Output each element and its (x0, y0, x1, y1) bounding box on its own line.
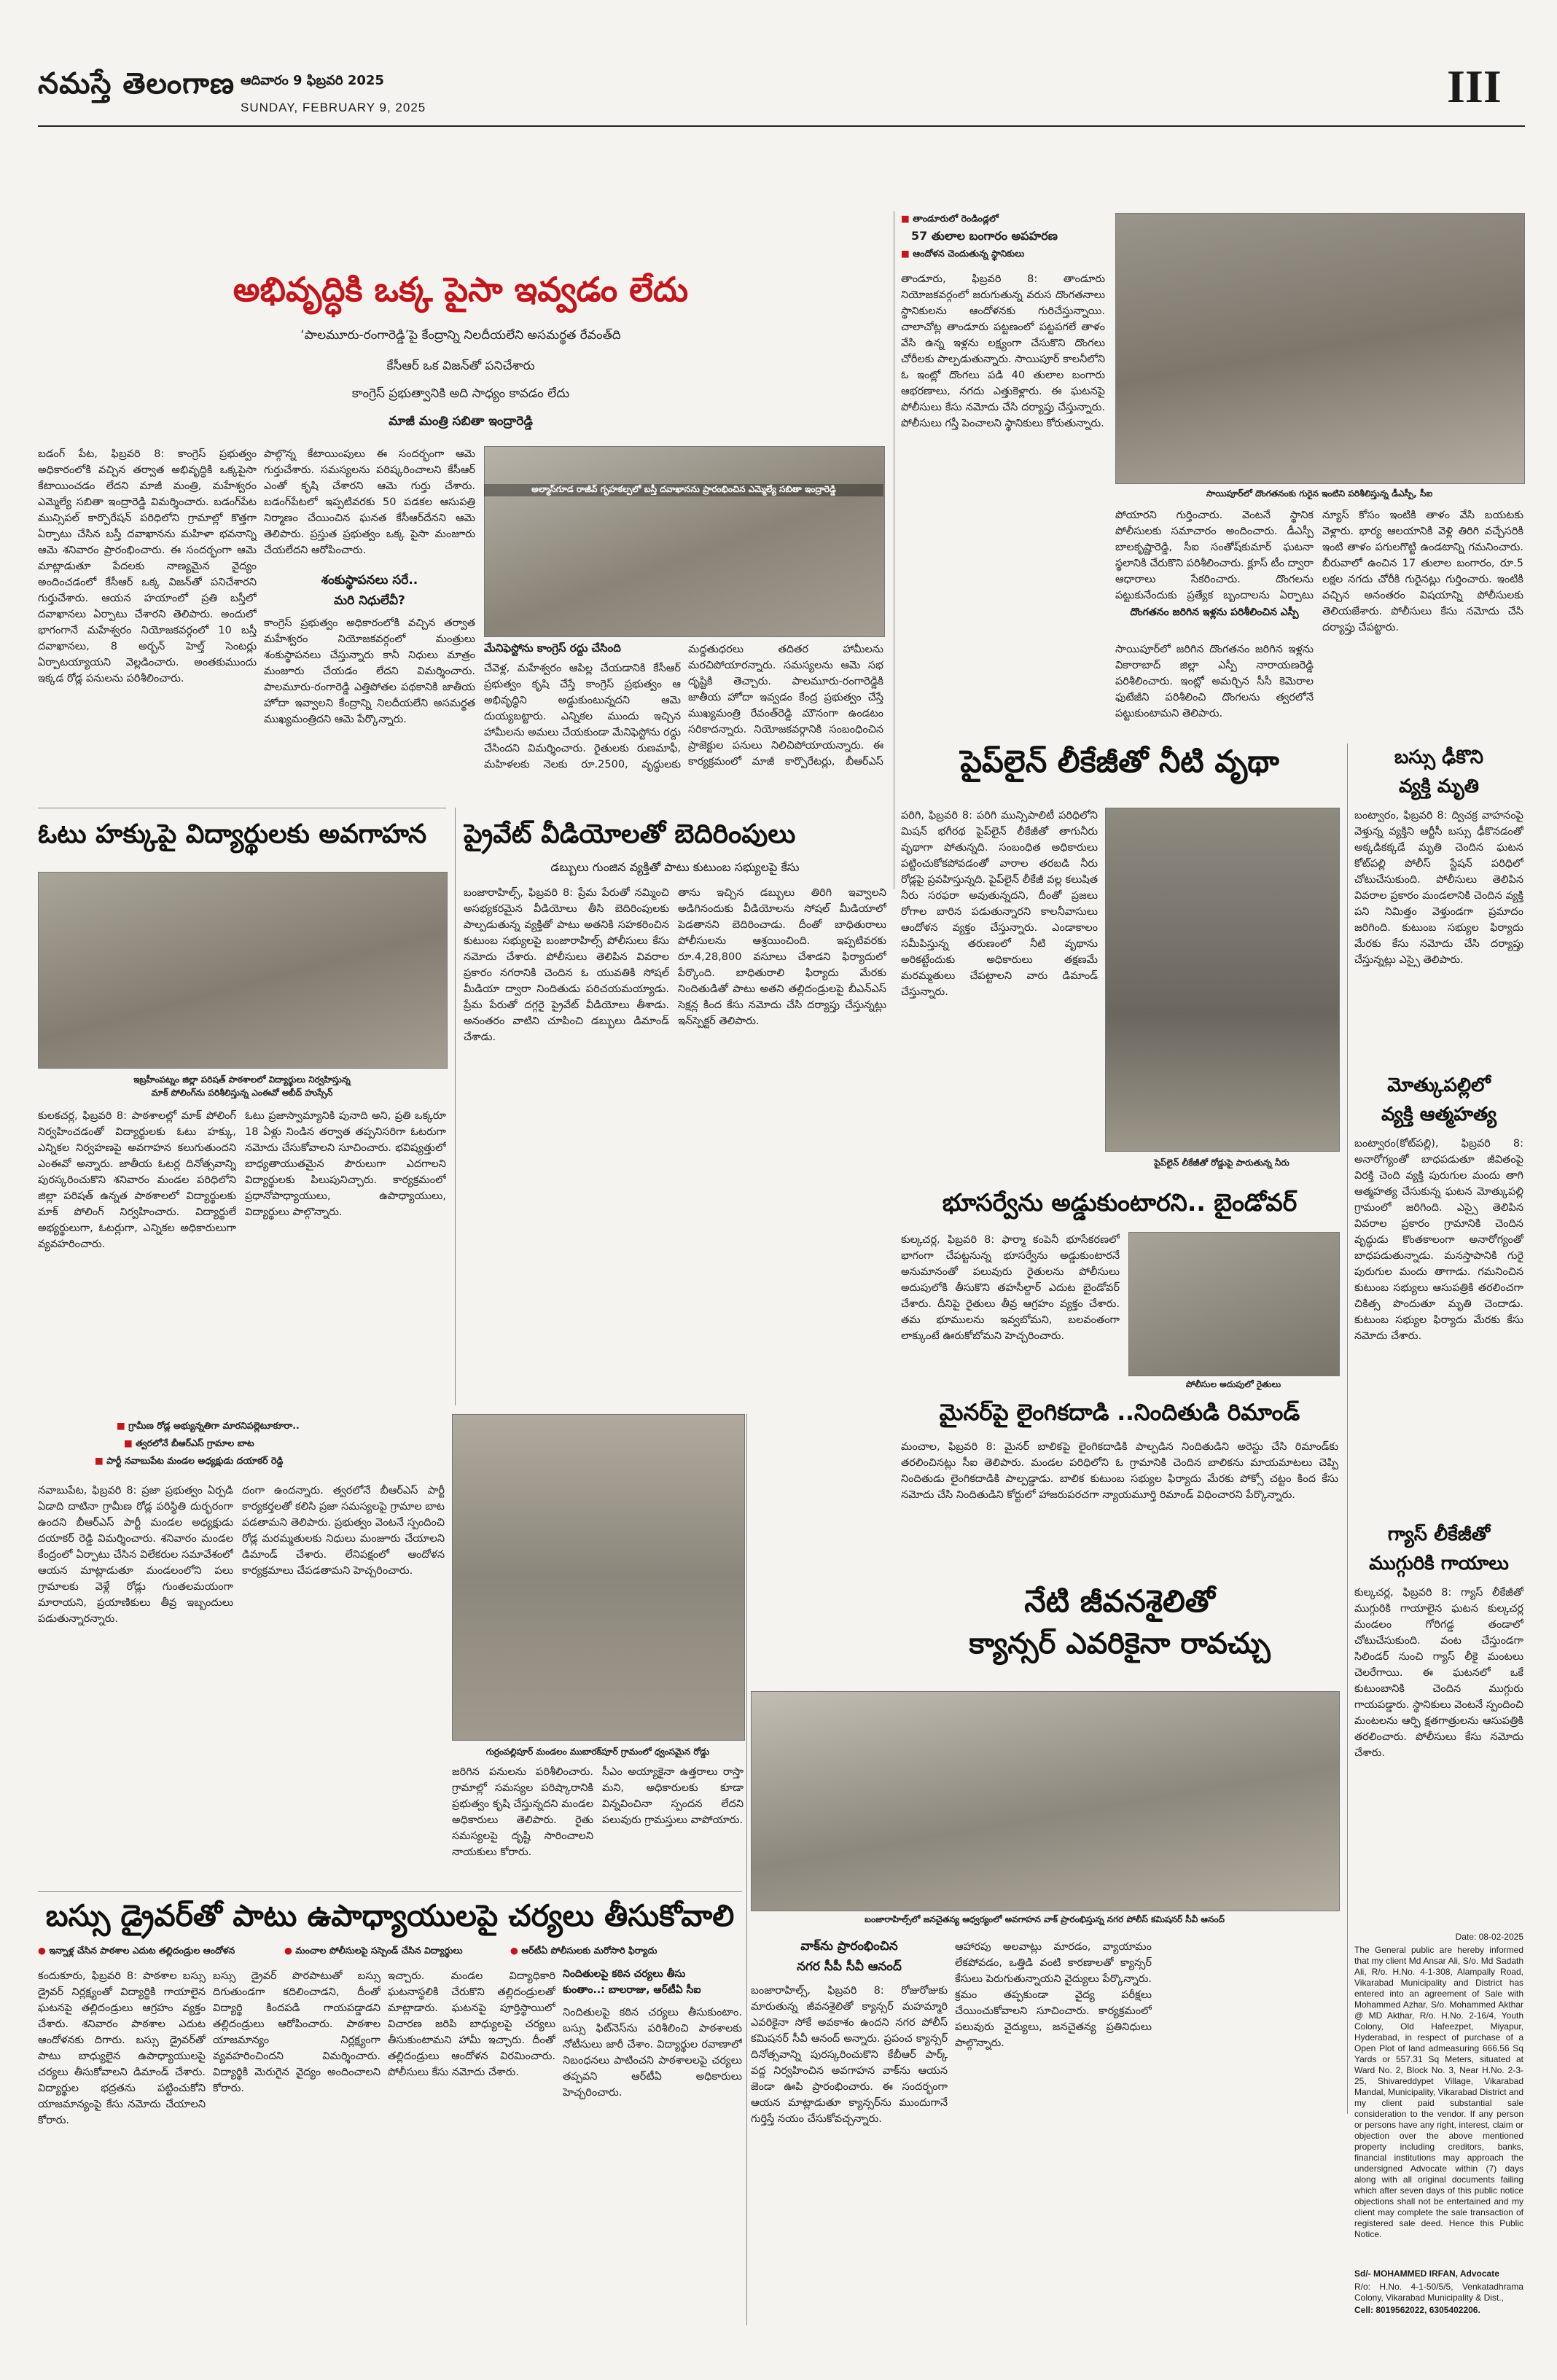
story12-photo-caption: గుర్రంపల్లిపూర్ మండలం ముబారక్‌పూర్ గ్రామంలో ధ్వంసమైన రోడ్డు (485, 1747, 710, 1757)
story2-column-1: తాండూరు, ఫిబ్రవరి 8: తాండూరు నియోజకవర్గంలో జరుగుతున్న వరుస దొంగతనాలు స్థానికులను ఆందోళనకు గురిచేస్తున్నాయి. చాలాచోట్ల తాండూరు పట్టణంలో పట్టపగలే తాళం వేసి ఉన్న ఇళ్లను లక్ష్యంగా చేసుకొని దొంగలు చోరీలకు పాల్పడుతున్నారు. సాయిపూర్ కాలనీలోని ఓ ఇంట్లో దొంగలు పడి 40 తులాల బంగారు ఆభరణాలు, నగదు ఎత్తుకెళ్లారు. ఈ ఘటనపై పోలీసులు కేసు నమోదు చేసి దర్యాప్తు చేస్తున్నారు. పోలీసులు గస్తీ పెంచాలని స్థానికులు కోరుతున్నారు. (901, 273, 1105, 429)
story2-kicker-3: ■ ఆందోళన చెందుతున్న స్థానికులు (901, 248, 1193, 262)
story6-photo-caption: బంజారాహిల్స్‌లో జనచైతన్య ఆధ్వర్యంలో అవగాహన వాక్ ప్రారంభిస్తున్న నగర పోలీస్ కమిషనర్ సీవీ ఆనంద్ (865, 1914, 1225, 1924)
story12-kicker-3: ■ పార్టీ నవాబుపేట మండల అధ్యక్షుడు దయాకర్ రెడ్డి (95, 1455, 474, 1469)
story3-photo (1105, 808, 1340, 1152)
story1-photo (484, 446, 885, 637)
story1-subhead-2: మరి నిధులేవీ? (334, 593, 405, 608)
story12-kicker-2: ■ త్వరలోనే బీఆర్ఎస్ గ్రామాల బాట (124, 1437, 488, 1451)
story11-column-1: బంజారాహిల్స్, ఫిబ్రవరి 8: ప్రేమ పేరుతో నమ్మించి అసభ్యకరమైన వీడియోలు తీసి బెదిరింపులకు పాల్పడుతున్న వ్యక్తితో పాటు అతనికి సహకరించిన కుటుంబ సభ్యులపై బంజారాహిల్స్ పోలీసులు కేసు నమోదు చేశారు. పోలీసులు తెలిపిన వివరాల ప్రకారం నగరానికి చెందిన ఓ యువతికి సోషల్ మీడియా ద్వారా నిందితుడు పరిచయమయ్యాడు. ప్రేమ పేరుతో దగ్గరై ప్రైవేట్ వీడియోలు తీశాడు. అనంతరం వాటిని చూపించి డబ్బులు డిమాండ్ చేశాడు. (464, 887, 669, 1043)
story5-headline: మైనర్‌పై లైంగికదాడి ..నిందితుడి రిమాండ్ (939, 1400, 1300, 1426)
story2-kicker-1: ■ తాండూరులో రెండిండ్లలో (901, 213, 1193, 227)
story14-subhead: నిందితులపై కఠిన చర్యలు తీసు (563, 1968, 686, 1980)
story2-subhead: దొంగతనం జరిగిన ఇళ్లను పరిశీలించిన ఎస్పీ (1130, 606, 1299, 618)
story10-photo-caption-2: మాక్ పోలింగ్‌ను పరిశీలిస్తున్న ఎంఈవో అబీద్ హుస్సేన్ (151, 1088, 333, 1098)
story6-deck-1: వాక్‌ను ప్రారంభించిన (800, 1939, 898, 1954)
story14-kicker-1: ● ఇన్నాళ్ల చేసిన పాఠశాల ఎదుట తల్లిదండ్రుల ఆందోళన (38, 1945, 278, 1959)
masthead-date-english: SUNDAY, FEBRUARY 9, 2025 (241, 101, 426, 114)
story9-headline-line1: గ్యాస్ లీకేజీతో (1387, 1523, 1491, 1545)
notice-date: Date: 08-02-2025 (1455, 1932, 1523, 1942)
story2-column-2b: సాయిపూర్‌లో జరిగిన దొంగతనం జరిగిన ఇళ్లను వికారాబాద్ జిల్లా ఎస్పీ నారాయణరెడ్డి పరిశీలించారు. ఇంట్లో అమర్చిన సీసీ కెమెరాల ఫుటేజీని పరిశీలించి దొంగలను త్వరలోనే పట్టుకుంటామని తెలిపారు. (1115, 644, 1314, 719)
story2-column-2: పోయారని గుర్తించారు. వెంటనే స్థానిక పోలీసులకు సమాచారం అందించారు. డీఎస్పీ బాలకృష్ణారెడ్డి, సీఐ సంతోష్‌కుమార్ ఘటనా స్థలానికి చేరుకొని పరిశీలించారు. క్లూస్ టీం ద్వారా ఆధారాలు సేకరించారు. దొంగలను పట్టుకునేందుకు ప్రత్యేక బృందాలను ఏర్పాటు (1115, 510, 1314, 601)
story2-column-3: న్యూస్ కోసం ఇంటికి తాళం వేసి బయటకు వెళ్లారు. భార్య ఆలయానికి వెళ్లి తిరిగి వచ్చేసరికి ఇంటి తాళం పగులగొట్టి ఉండటాన్ని గమనించారు. బీరువాలో ఉంచిన 17 తులాల బంగారం, రూ.5 లక్షల నగదు చోరీకి గురైనట్లు గుర్తించారు. ఇంటికి వచ్చిన అనంతరం విషయాన్ని పోలీసులకు తెలియజేశారు. పోలీసులు కేసు నమోదు చేసి దర్యాప్తు చేపట్టారు. (1322, 510, 1523, 633)
story10-headline: ఓటు హక్కుపై విద్యార్థులకు అవగాహన (38, 819, 427, 849)
story8-body: బంట్వారం(కోట్‌పల్లి), ఫిబ్రవరి 8: అనారోగ్యంతో బాధపడుతూ జీవితంపై విరక్తి చెంది వ్యక్తి పురుగుల మందు తాగి ఆత్మహత్య చేసుకున్న ఘటన మోత్కుపల్లి గ్రామంలో జరిగింది. ఎస్సై తెలిపిన వివరాల ప్రకారం గ్రామానికి చెందిన వృద్ధుడు కొంతకాలంగా అనారోగ్యంతో బాధపడుతున్నాడు. మనస్తాపానికి గురై పురుగుల మందు తాగాడు. గమనించిన కుటుంబ సభ్యులు ఆసుపత్రికి తరలించగా చికిత్స పొందుతూ మృతి చెందాడు. కుటుంబ సభ్యుల ఫిర్యాదు మేరకు కేసు నమోదు చేశారు. (1354, 1138, 1523, 1342)
story1-column-2b: కాంగ్రెస్ ప్రభుత్వం అధికారంలోకి వచ్చిన తర్వాత మహేశ్వరం నియోజకవర్గంలో మంత్రులు శంకుస్థాపనలు చేస్తున్నారు కానీ నిధులు మాత్రం మంజూరు చేయడం లేదని విమర్శించారు. పాలమూరు-రంగారెడ్డి ఎత్తిపోతల పథకానికి జాతీయ హోదా ఇవ్వాలని కేంద్రాన్ని నిలదీయలేని అసమర్థత ముఖ్యమంత్రిదని ఆమె పేర్కొన్నారు. (264, 617, 475, 725)
story4-body: కుల్కచర్ల, ఫిబ్రవరి 8: ఫార్మా కంపెనీ భూసేకరణలో భాగంగా చేపట్టనున్న భూసర్వేను అడ్డుకుంటారనే అనుమానంతో పలువురు రైతులను పోలీసులు అదుపులోకి తీసుకొని తహసీల్దార్ ఎదుట బైండోవర్ చేశారు. దీనిపై రైతులు తీవ్ర ఆగ్రహం వ్యక్తం చేశారు. తమ భూములను ఇవ్వబోమని, బలవంతంగా లాక్కుంటే ఊరుకోబోమని హెచ్చరించారు. (901, 1234, 1120, 1342)
story2-photo-caption: సాయిపూర్‌లో దొంగతనంకు గురైన ఇంటిని పరిశీలిస్తున్న డీఎస్పీ, సీఐ (1206, 488, 1433, 499)
story3-headline: పైప్‌లైన్ లీకేజీతో నీటి వృథా (960, 744, 1279, 779)
story11-deck: డబ్బులు గుంజిన వ్యక్తితో పాటు కుటుంబ సభ్యులపై కేసు (550, 860, 800, 874)
story2-kicker-2: 57 తులాల బంగారం అపహరణ (911, 229, 1058, 243)
story1-column-2: పాల్గొన్న కేటాయింపులు ఈ సందర్భంగా ఆమె గుర్తుచేశారు. సమస్యలను పరిష్కరించాలని కేసీఆర్ ఎంతో కృషి చేశారని ఆమె గుర్తు చేశారు. బడంగ్‌పేటలో ఇప్పటివరకు 50 పడకల ఆసుపత్రి నిర్మాణం చేయించిన ఘనత కేసీఆర్‌దేనని ఆమె తెలిపారు. ప్రస్తుత ప్రభుత్వం ఒక్క పైసా మంజూరు చేయలేదని ఆరోపించారు. (264, 448, 475, 556)
story14-subhead-2: కుంతాం..: బాలరాజు, ఆర్‌టీఏ సీఐ (563, 1984, 701, 1996)
story14-column-4: నిందితులపై కఠిన చర్యలు తీసుకుంటాం. బస్సు ఫిట్‌నెస్‌ను పరిశీలించి పాఠశాలకు నోటీసులు జారీ చేశాం. విద్యార్థుల రవాణాలో నిబంధనలు పాటించని పాఠశాలలపై చర్యలు తప్పవని ఆర్‌టీఏ అధికారులు హెచ్చరించారు. (563, 2007, 742, 2099)
story5-body: మంచాల, ఫిబ్రవరి 8: మైనర్ బాలికపై లైంగికదాడికి పాల్పడిన నిందితుడిని అరెస్టు చేసి రిమాండ్‌కు తరలించినట్లు సీఐ తెలిపారు. మండల పరిధిలోని ఓ గ్రామానికి చెందిన బాలికను మాయమాటలు చెప్పి నిందితుడు లైంగికదాడికి పాల్పడ్డాడు. బాలిక కుటుంబ సభ్యుల ఫిర్యాదు మేరకు పోక్సో చట్టం కింద కేసు నమోదు చేసి నిందితుడిని కోర్టులో హాజరుపరచగా న్యాయమూర్తి రిమాండ్ విధించారని పేర్కొన్నారు. (901, 1441, 1338, 1501)
story14-kicker-3: ● ఆర్‌టీఏ పోలీసులకు మరోసారి ఫిర్యాదు (510, 1945, 742, 1959)
story7-headline-line2: వ్యక్తి మృతి (1399, 776, 1479, 797)
story1-column-1: బడంగ్ పేట, ఫిబ్రవరి 8: కాంగ్రెస్ ప్రభుత్వం అధికారంలోకి వచ్చిన తర్వాత అభివృద్ధికి ఒక్కపైసా కేటాయించడం లేదని మాజీ మంత్రి, మహేశ్వరం ఎమ్మెల్యే సబితా ఇంద్రారెడ్డి విమర్శించారు. బడంగ్‌పేట మున్సిపల్ కార్పొరేషన్ పరిధిలోని గ్రామాల్లో కొత్తగా ఏర్పాటు చేసిన బస్తీ దవాఖానను మహిళా భవనాన్ని ఆమె శనివారం ప్రారంభించారు. ఈ సందర్భంగా ఆమె మాట్లాడుతూ పేదలకు నాణ్యమైన వైద్యం అందించడంలో కేసీఆర్ ఒక్క విజన్‌తో పనిచేశారని గుర్తుచేశారు. ఆయన హయాంలో ప్రతి బస్తీలో దవాఖానలు ఏర్పాటు చేశారని తెలిపారు. అందులో భాగంగానే మహేశ్వరం నియోజకవర్గంలో 10 బస్తీ దవాఖానలు, 8 అర్బన్ హెల్త్ సెంటర్లు ఏర్పాటయ్యాయని వెల్లడించారు. అంతకుముందు ఇక్కడ రోడ్ల పనులను పరిశీలించారు. (38, 448, 257, 684)
story12-column-2: దంగా ఉందన్నారు. త్వరలోనే బీఆర్ఎస్ పార్టీ కార్యకర్తలతో కలిసి ప్రజా సమస్యలపై గ్రామాల బాట పడతామని తెలిపారు. ప్రభుత్వం వెంటనే స్పందించి రోడ్ల మరమ్మతులకు నిధులు మంజూరు చేయాలని డిమాండ్ చేశారు. లేనిపక్షంలో ఆందోళన కార్యక్రమాలు చేపడతామని హెచ్చరించారు. (242, 1485, 445, 1577)
story6-photo (751, 1691, 1340, 1911)
column-divider (1347, 744, 1348, 2114)
story10-column-2: ఓటు ప్రజాస్వామ్యానికి పునాది అని, ప్రతి ఒక్కరూ 18 ఏళ్లు నిండిన తర్వాత తప్పనిసరిగా ఓటరుగా నమోదు చేసుకోవాలని సూచించారు. భవిష్యత్తులో బాధ్యతాయుతమైన పౌరులుగా ఎదగాలని విద్యార్థులకు పిలుపునిచ్చారు. కార్యక్రమంలో ప్రధానోపాధ్యాయులు, ఉపాధ్యాయులు, విద్యార్థులు పాల్గొన్నారు. (245, 1110, 446, 1218)
notice-body: The General public are hereby informed that my client Md Ansar Ali, S/o. Md Sadath Ali, R/o. H.No. 4-1-308, Alampally Road, Vikarabad Municipality and District has entered into an agreement of Sale with Mohammed Azhar, S/o. Mohammed Akthar @ MD Akthar, R/o. H.No. 2-16/4, Youth Colony, Old Hafeezpet, Miyapur, Hyderabad, in respect of purchase of a Open Plot of land admeasuring 666.56 Sq Yards or 557.31 Sq Meters, situated at Ward No. 2, Block No. 3, Near H.No. 2-3-25, Shivareddypet Village, Vikarabad Mandal, Municipality, Vikarabad District and my client paid substantial sale consideration to the vendor. If any person or persons have any right, interest, claim or objection over the above mentioned property including creditors, banks, financial institutions may approach the undersigned Advocate within (7) days along with all original documents failing which after seven days of this public notice objections shall not be entertained and my client may complete the sale transaction of registered sale deed. Hence this Public Notice. (1354, 1945, 1523, 2239)
story1-deck-1: ‘పాలమూరు-రంగారెడ్డి’పై కేంద్రాన్ని నిలదీయలేని అసమర్థత రేవంత్‌ది (300, 328, 621, 343)
story10-photo (38, 872, 448, 1069)
notice-address: R/o: H.No. 4-1-50/5/5, Venkatadhrama Colony, Vikarabad Municipality & Dist., (1354, 2282, 1523, 2303)
story12-column-1: నవాబుపేట, ఫిబ్రవరి 8: ప్రజా ప్రభుత్వం ఏర్పడి ఏడాది దాటినా గ్రామీణ రోడ్ల పరిస్థితి దుర్భరంగా ఉందని బీఆర్ఎస్ పార్టీ మండల అధ్యక్షుడు దయాకర్ రెడ్డి విమర్శించారు. శనివారం మండల కేంద్రంలో ఏర్పాటు చేసిన విలేకరుల సమావేశంలో ఆయన మాట్లాడుతూ మండలంలోని పలు గ్రామాలకు వెళ్లే రోడ్లు గుంతలమయంగా మారాయని, ప్రయాణికులు తీవ్ర ఇబ్బందులు పడుతున్నారన్నారు. (38, 1485, 233, 1625)
story6-column-1: బంజారాహిల్స్, ఫిబ్రవరి 8: రోజురోజుకు మారుతున్న జీవనశైలితో క్యాన్సర్ మహమ్మారి ఎవరికైనా సోకే అవకాశం ఉందని నగర పోలీస్ కమిషనర్ సీవీ ఆనంద్ అన్నారు. ప్రపంచ క్యాన్సర్ దినోత్సవాన్ని పురస్కరించుకొని కేబీఆర్ పార్క్ వద్ద నిర్వహించిన అవగాహన వాక్‌ను ఆయన జెండా ఊపి ప్రారంభించారు. ఈ సందర్భంగా ఆయన మాట్లాడుతూ క్యాన్సర్‌ను ముందుగానే గుర్తిస్తే నయం చేసుకోవచ్చన్నారు. (751, 1985, 948, 2125)
story1-deck-3: కాంగ్రెస్ ప్రభుత్వానికి అది సాధ్యం కావడం లేదు (351, 386, 570, 401)
page-number: III (1447, 61, 1502, 112)
section-rule (38, 1891, 742, 1892)
story11-headline: ప్రైవేట్ వీడియోలతో బెదిరింపులు (464, 819, 796, 849)
story12-kicker-1: ■ గ్రామీణ రోడ్ల అభ్యున్నతిగా మారనిపల్లెటూకూరా.. (117, 1420, 481, 1434)
story1-headline: అభివృద్ధికి ఒక్క పైసా ఇవ్వడం లేదు (233, 270, 689, 309)
story14-headline: బస్సు డ్రైవర్‌తో పాటు ఉపాధ్యాయులపై చర్యలు తీసుకోవాలి (45, 1898, 735, 1933)
story4-headline: భూసర్వేను అడ్డుకుంటారని.. బైండోవర్ (942, 1188, 1298, 1217)
story3-body: పరిగి, ఫిబ్రవరి 8: పరిగి మున్సిపాలిటీ పరిధిలోని మిషన్ భగీరథ పైప్‌లైన్ లీకేజీతో తాగునీరు వృథాగా పోతున్నది. సంబంధిత అధికారులు పట్టించుకోకపోవడంతో వారాల తరబడి నీరు రోడ్లపై ప్రవహిస్తున్నది. పైప్‌లైన్ లీకేజీ వల్ల కలుషిత నీరు సరఫరా అవుతున్నదని, దీంతో ప్రజలు రోగాల బారిన పడుతున్నారని కాలనీవాసులు ఆందోళన వ్యక్తం చేస్తున్నారు. ఎండాకాలం సమీపిస్తున్న తరుణంలో నీటి వృథాను అరికట్టేందుకు అధికారులు తక్షణమే మరమ్మతులు చేపట్టాలని వారు డిమాండ్ చేస్తున్నారు. (901, 810, 1098, 998)
story10-photo-caption-1: ఇబ్రహీంపట్నం జిల్లా పరిషత్ పాఠశాలలో విద్యార్థులు నిర్వహిస్తున్న (133, 1074, 351, 1085)
story1-deck-4: మాజీ మంత్రి సబితా ఇంద్రారెడ్డి (389, 414, 533, 429)
story13-column-2: సీఎం అయ్యాకైనా ఉత్తరాలు రాస్తా మని, అధికారులకు కూడా విన్నవించినా స్పందన లేదని పలువురు గ్రామస్తులు వాపోయారు. (602, 1766, 744, 1826)
story1-column-4: మద్దతుధరలు తదితర హామీలను మరచిపోయారన్నారు. సమస్యలను ఆమె సభ దృష్టికి తెచ్చారు. పాలమూరు-రంగారెడ్డికి జాతీయ హోదా ఇవ్వడం కేంద్ర ప్రభుత్వం చేస్తే ముఖ్యమంత్రి రేవంత్‌రెడ్డి మౌనంగా ఉండటం సరికాదన్నారు. నియోజకవర్గానికి సంబంధించిన ప్రాజెక్టుల పనులు నిలిచిపోయాయన్నారు. ఈ కార్యక్రమంలో మాజీ కార్పొరేటర్లు, బీఆర్ఎస్ (688, 644, 883, 768)
story12-photo (452, 1414, 745, 1741)
story14-kicker-2: ● మంచాల పోలీసులపై సస్పెండ్ చేసిన విద్యార్థులు (284, 1945, 503, 1959)
story7-headline-line1: బస్సు ఢీకొని (1394, 746, 1484, 768)
story1-photo-caption: అల్మాస్‌గూడ రాజీవ్ గృహకల్పలో బస్తీ దవాఖానను ప్రారంభించిన ఎమ్మెల్యే సబితా ఇంద్రారెడ్డి (484, 484, 883, 496)
story9-headline-line2: ముగ్గురికి గాయాలు (1369, 1553, 1509, 1575)
story4-photo-caption: పోలీసుల అదుపులో రైతులు (1185, 1379, 1281, 1389)
story14-column-1: కందుకూరు, ఫిబ్రవరి 8: పాఠశాల బస్సు డ్రైవర్ నిర్లక్ష్యంతో విద్యార్థికి గాయాలైన ఘటనపై తల్లిదండ్రులు ఆగ్రహం వ్యక్తం చేశారు. శనివారం పాఠశాల ఎదుట ఆందోళనకు దిగారు. బస్సు డ్రైవర్‌తో పాటు బాధ్యులైన ఉపాధ్యాయులపై చర్యలు తీసుకోవాలని డిమాండ్ చేశారు. విద్యార్థుల భద్రతను పట్టించుకోని యాజమాన్యంపై కేసు నమోదు చేయాలని కోరారు. (38, 1970, 206, 2126)
story14-column-2: బస్సు డ్రైవర్ పొరపాటుతో బస్సు దిగుతుండగా కదిలించాడని, దీంతో విద్యార్థి కిందపడి గాయపడ్డాడని తల్లిదండ్రులు ఆరోపించారు. పాఠశాల యాజమాన్యం నిర్లక్ష్యంగా వ్యవహరించిందని విమర్శించారు. విద్యార్థికి మెరుగైన వైద్యం అందించాలని కోరారు. (213, 1970, 381, 2094)
story1-deck-2: కేసీఆర్ ఒక విజన్‌తో పనిచేశారు (386, 359, 535, 373)
story8-headline-line1: మోత్కుపల్లిలో (1387, 1074, 1491, 1096)
story6-headline-line1: నేటి జీవనశైలితో (1024, 1583, 1215, 1619)
story14-column-3: ఇచ్చారు. మండల విద్యాధికారి ఘటనాస్థలికి చేరుకొని తల్లిదండ్రులతో మాట్లాడారు. ఘటనపై పూర్తిస్థాయిలో విచారణ జరిపి బాధ్యులపై చర్యలు తీసుకుంటామని హామీ ఇచ్చారు. దీంతో తల్లిదండ్రులు ఆందోళన విరమించారు. పోలీసులు కేసు నమోదు చేశారు. (388, 1970, 555, 2078)
story11-column-2: తాను ఇచ్చిన డబ్బులు తిరిగి ఇవ్వాలని అడిగినందుకు వీడియోలను సోషల్ మీడియాలో పెడతానని బెదిరించాడు. దీంతో బాధితురాలు పోలీసులను ఆశ్రయించింది. ఇప్పటివరకు రూ.4,28,800 వసూలు చేశాడని ఫిర్యాదులో పేర్కొంది. బాధితురాలి ఫిర్యాదు మేరకు నిందితుడితో పాటు అతని తల్లిదండ్రులపై బీఎన్ఎస్ సెక్షన్ల కింద కేసు నమోదు చేసి దర్యాప్తు చేస్తున్నట్లు ఇన్‌స్పెక్టర్ తెలిపారు. (678, 887, 886, 1027)
column-divider (455, 808, 456, 1405)
story2-photo (1115, 213, 1525, 484)
story7-body: బంట్వారం, ఫిబ్రవరి 8: ద్విచక్ర వాహనంపై వెళ్తున్న వ్యక్తిని ఆర్టీసీ బస్సు ఢీకొనడంతో అక్కడికక్కడే మృతి చెందిన ఘటన కోట్‌పల్లి పోలీస్ స్టేషన్ పరిధిలో చోటుచేసుకుంది. పోలీసులు తెలిపిన వివరాల ప్రకారం మండలానికి చెందిన వ్యక్తి పని నిమిత్తం వెళ్తుండగా ప్రమాదం జరిగింది. కుటుంబ సభ్యుల ఫిర్యాదు మేరకు కేసు నమోదు చేసి దర్యాప్తు చేస్తున్నట్లు ఎస్సై తెలిపారు. (1354, 810, 1523, 966)
story6-column-2: ఆహారపు అలవాట్లు మారడం, వ్యాయామం లేకపోవడం, ఒత్తిడి వంటి కారణాలతో క్యాన్సర్ కేసులు పెరుగుతున్నాయని వైద్యులు పేర్కొన్నారు. క్రమం తప్పకుండా వైద్య పరీక్షలు చేయించుకోవాలని సూచించారు. కార్యక్రమంలో పలువురు వైద్యులు, జనచైతన్య ప్రతినిధులు పాల్గొన్నారు. (955, 1941, 1152, 2049)
story3-photo-caption: పైప్‌లైన్ లీకేజీతో రోడ్డుపై పారుతున్న నీరు (1154, 1158, 1289, 1168)
story6-deck-2: నగర సీపీ సీవీ ఆనంద్ (797, 1959, 902, 1974)
masthead-rule (38, 125, 1525, 127)
story1-column-3-subhead: మేనిఫెస్టోను కాంగ్రెస్ రద్దు చేసింది (484, 641, 621, 655)
masthead-date-telugu: ఆదివారం 9 ఫిబ్రవరి 2025 (241, 73, 384, 88)
story13-column-1: జరిగిన పనులను పరిశీలించారు. గ్రామాల్లో సమస్యల పరిష్కారానికి ప్రభుత్వం కృషి చేస్తున్నదని మండల అధికారులు తెలిపారు. రైతు సమస్యలపై దృష్టి సారించాలని నాయకులు కోరారు. (452, 1766, 593, 1858)
story10-column-1: కులకచర్ల, ఫిబ్రవరి 8: పాఠశాలల్లో మాక్ పోలింగ్ నిర్వహించడంతో విద్యార్థులకు ఓటు హక్కు, ఎన్నికల నిర్వహణపై అవగాహన కలుగుతుందని ఎంఈవో అన్నారు. జాతీయ ఓటర్ల దినోత్సవాన్ని పురస్కరించుకొని శనివారం మండల పరిధిలోని జిల్లా పరిషత్ ఉన్నత పాఠశాలలో విద్యార్థులకు మాక్ పోలింగ్ నిర్వహించారు. విద్యార్థులే అభ్యర్థులుగా, ఓటర్లుగా, ఎన్నికల అధికారులుగా వ్యవహరించారు. (38, 1110, 236, 1250)
story8-headline-line2: వ్యక్తి ఆత్మహత్య (1381, 1104, 1496, 1125)
story1-column-3: చేవెళ్ల, మహేశ్వరం ఆపిల్ల చేయడానికి కేసీఆర్ ప్రభుత్వం కృషి చేస్తే కాంగ్రెస్ ప్రభుత్వం ఆ అభివృద్ధిని అడ్డుకుంటున్నదని ఆమె దుయ్యబట్టారు. ఎన్నికల ముందు ఇచ్చిన హామీలను అమలు చేయకుండా మేనిఫెస్టోను రద్దు చేసిందని విమర్శించారు. రైతులకు రుణమాఫీ, మహిళలకు నెలకు రూ.2500, వృద్ధులకు (484, 663, 681, 770)
notice-phone: Cell: 8019562022, 6305402206. (1354, 2305, 1480, 2315)
story4-photo (1128, 1232, 1340, 1376)
masthead-title: నమస్తే తెలంగాణ (38, 67, 235, 101)
story1-subhead-1: శంకుస్థాపనలు సరే.. (321, 573, 418, 588)
story6-headline-line2: క్యాన్సర్ ఎవరికైనా రావచ్చు (969, 1627, 1271, 1661)
column-divider (746, 1414, 747, 2325)
notice-signature: Sd/- MOHAMMED IRFAN, Advocate (1354, 2268, 1499, 2279)
story9-body: కుల్కచర్ల, ఫిబ్రవరి 8: గ్యాస్ లీకేజీతో ముగ్గురికి గాయాలైన ఘటన కుల్కచర్ల మండలం గోరిగడ్డ తండాలో చోటుచేసుకుంది. వంట చేస్తుండగా సిలిండర్ నుంచి గ్యాస్ లీకై మంటలు చెలరేగాయి. ఈ ఘటనలో ఒకే కుటుంబానికి చెందిన ముగ్గురు గాయపడ్డారు. స్థానికులు వెంటనే స్పందించి మంటలను ఆర్పి క్షతగాత్రులను ఆసుపత్రికి తరలించారు. పోలీసులు కేసు నమోదు చేశారు. (1354, 1587, 1523, 1759)
